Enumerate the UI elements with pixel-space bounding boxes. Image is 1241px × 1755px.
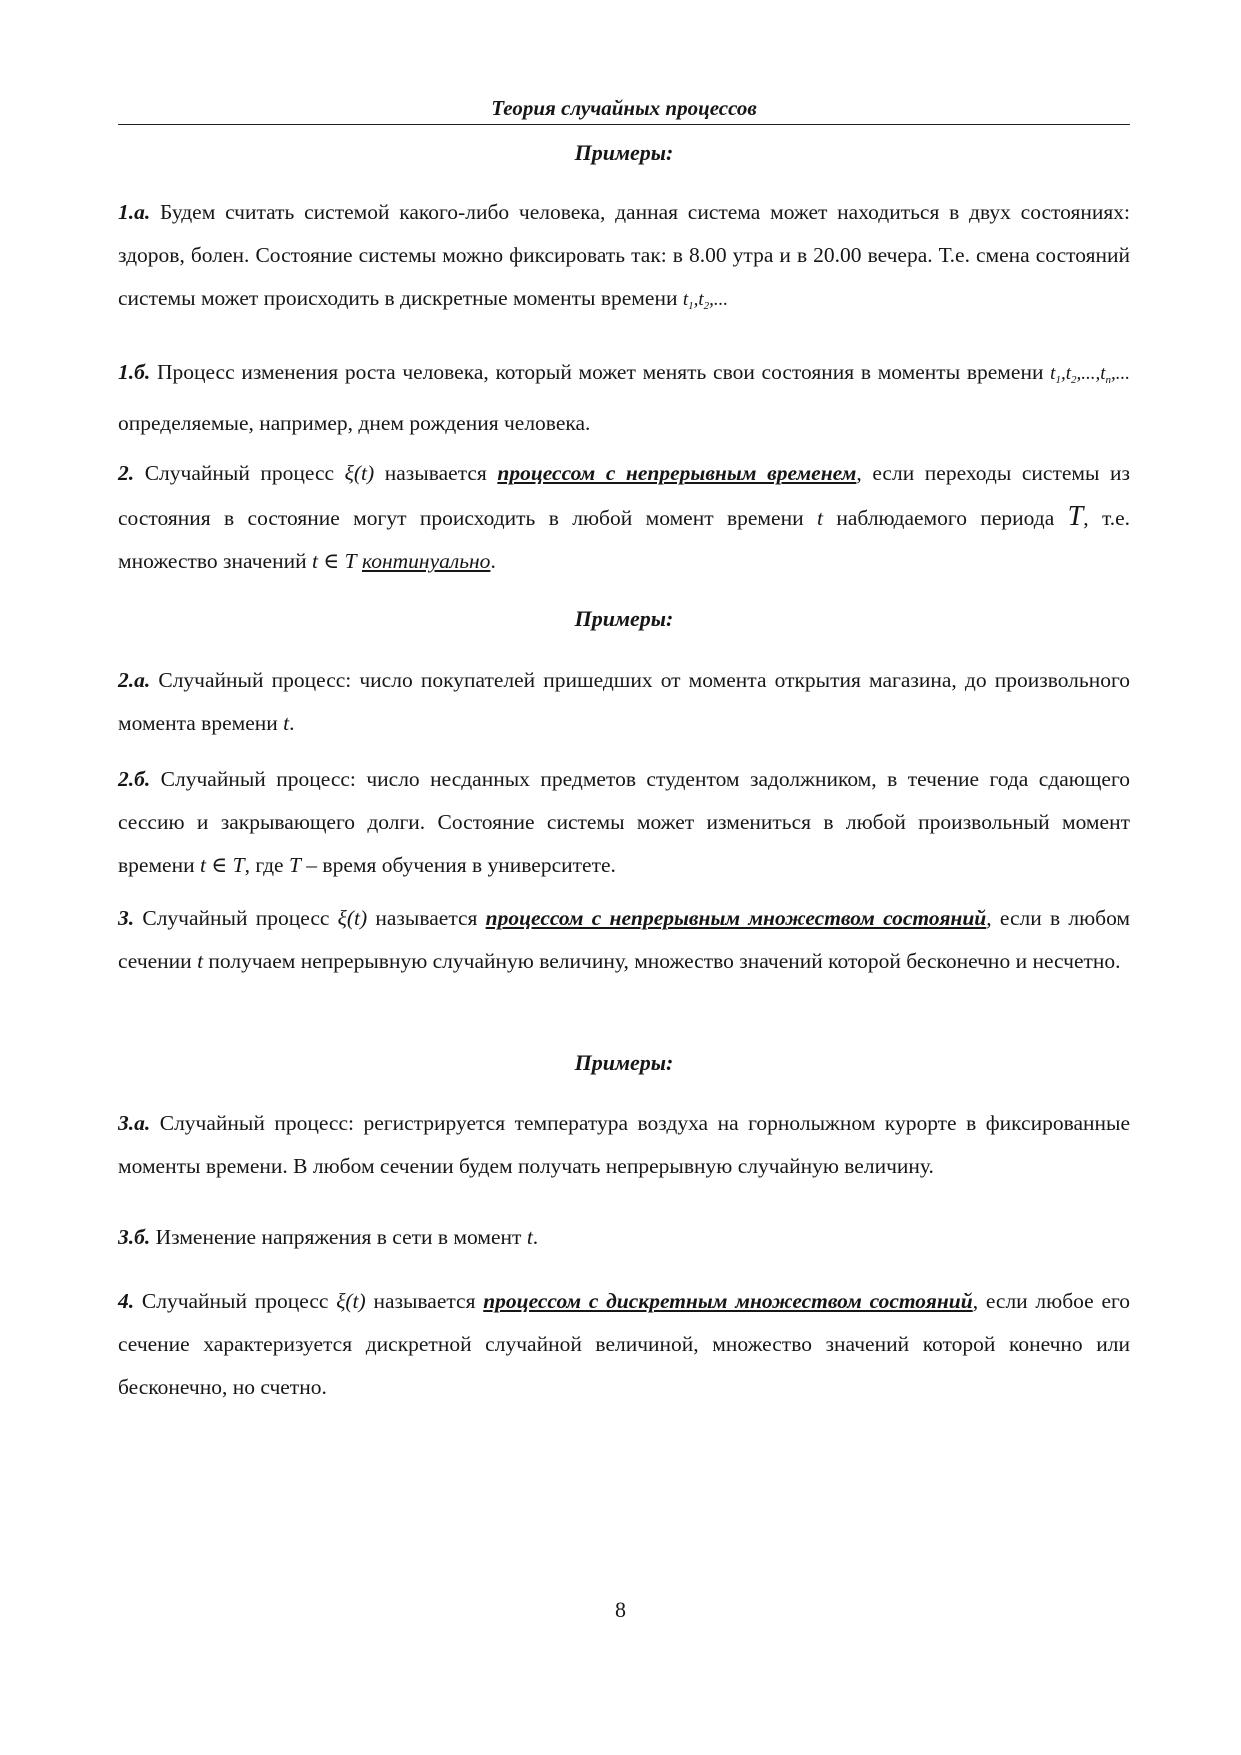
paragraph-number: 3.а.	[118, 1111, 151, 1135]
text: называется	[384, 461, 487, 485]
math-t-in-T: t ∈ T	[311, 549, 357, 573]
defined-term: процессом с непрерывным множеством состояний	[485, 906, 987, 930]
text: , где	[244, 853, 284, 877]
paragraph-number: 2.	[118, 461, 135, 485]
paragraph-number: 2.б.	[118, 767, 151, 791]
text: наблюдаемого периода	[836, 506, 1055, 530]
page-number: 8	[615, 1597, 626, 1622]
math-t: t	[197, 949, 204, 973]
paragraph-3b	[118, 1216, 1130, 1259]
text: .	[289, 711, 295, 735]
time-sequence: $t_1,t_2$,...	[682, 289, 729, 312]
math-xi-t: ξ(t)	[344, 461, 375, 485]
underlined-term: континуально	[361, 549, 491, 573]
defined-term: процессом с непрерывным временем	[497, 461, 857, 485]
paragraph-1b	[118, 351, 1130, 445]
paragraph-text: Случайный процесс: число покупателей пришедших от момента открытия магазина, до произвольного момента времени	[118, 668, 1130, 735]
paragraph-2a	[118, 659, 1130, 745]
paragraph-2b	[118, 758, 1130, 887]
paragraph-text-tail: определяемые, например, днем рождения человека.	[118, 411, 591, 435]
examples-heading-2: Примеры:	[574, 606, 674, 631]
paragraph-4	[118, 1280, 1130, 1409]
paragraph-text: Изменение напряжения в сети в момент	[155, 1225, 522, 1249]
text: называется	[373, 1289, 476, 1313]
math-T: T	[288, 853, 301, 877]
text: называется	[375, 906, 478, 930]
paragraph-number: 2.а.	[118, 668, 151, 692]
paragraph-text: Случайный процесс: регистрируется температура воздуха на горнолыжном курорте в фиксированные моменты времени. В любом сечении будем получать непрерывную случайную величину.	[118, 1111, 1131, 1178]
paragraph-1a	[118, 191, 1130, 328]
text: Случайный процесс	[142, 906, 330, 930]
paragraph-text: Будем считать системой какого-либо человека, данная система может находиться в двух состояниях: здоров, болен. Состояние системы можно фиксировать так: в 8.00 утра и в 20.00 вечера. Т.е. смена состояний системы может происходить в дискретные моменты времени	[118, 200, 1130, 310]
defined-term: процессом с дискретным множеством состояний	[483, 1289, 973, 1313]
paragraph-number: 3.	[118, 906, 135, 930]
header-rule	[118, 124, 1130, 125]
paragraph-2	[118, 452, 1130, 583]
math-t: t	[526, 1225, 533, 1249]
text: .	[490, 549, 496, 573]
math-T: T	[1067, 501, 1084, 532]
text: – время обучения в университете.	[306, 853, 616, 877]
text: получаем непрерывную случайную величину, множество значений которой бесконечно и несчетно.	[208, 949, 1121, 973]
text: , если в любом сечении	[118, 906, 1131, 973]
math-t-in-T: t ∈ T	[199, 853, 245, 877]
math-t: t	[817, 506, 823, 530]
paragraph-text: Процесс изменения роста человека, который может менять свои состояния в моменты времени	[156, 360, 1044, 384]
examples-heading-1: Примеры:	[574, 140, 674, 165]
paragraph-number: 4.	[118, 1289, 135, 1313]
paragraph-number: 1.б.	[118, 360, 151, 384]
running-header: Теория случайных процессов	[491, 96, 757, 120]
paragraph-3a	[118, 1102, 1130, 1188]
examples-heading-3: Примеры:	[574, 1050, 674, 1075]
text: , т.е. множество значений	[118, 506, 1131, 573]
time-sequence: $t_1,t_2,...,t_n$,...	[1050, 363, 1130, 386]
text: Случайный процесс	[141, 1289, 329, 1313]
paragraph-number: 3.б.	[118, 1225, 151, 1249]
paragraph-text: Случайный процесс: число несданных предметов студентом задолжником, в течение года сдающего сессию и закрывающего долги. Состояние системы может измениться в любой произвольный момент времени	[118, 767, 1130, 877]
math-t: t	[283, 711, 290, 735]
text: , если любое его сечение характеризуется дискретной случайной величиной, множество значений которой конечно или бесконечно, но счетно.	[118, 1289, 1131, 1399]
text: .	[532, 1225, 539, 1249]
paragraph-number: 1.а.	[118, 200, 151, 224]
math-xi-t: ξ(t)	[336, 1289, 366, 1313]
text: , если переходы системы из состояния в состояние могут происходить в любой момент времени	[118, 461, 1131, 530]
text: Случайный процесс	[144, 461, 335, 485]
paragraph-3	[118, 897, 1130, 983]
math-xi-t: ξ(t)	[337, 906, 368, 930]
